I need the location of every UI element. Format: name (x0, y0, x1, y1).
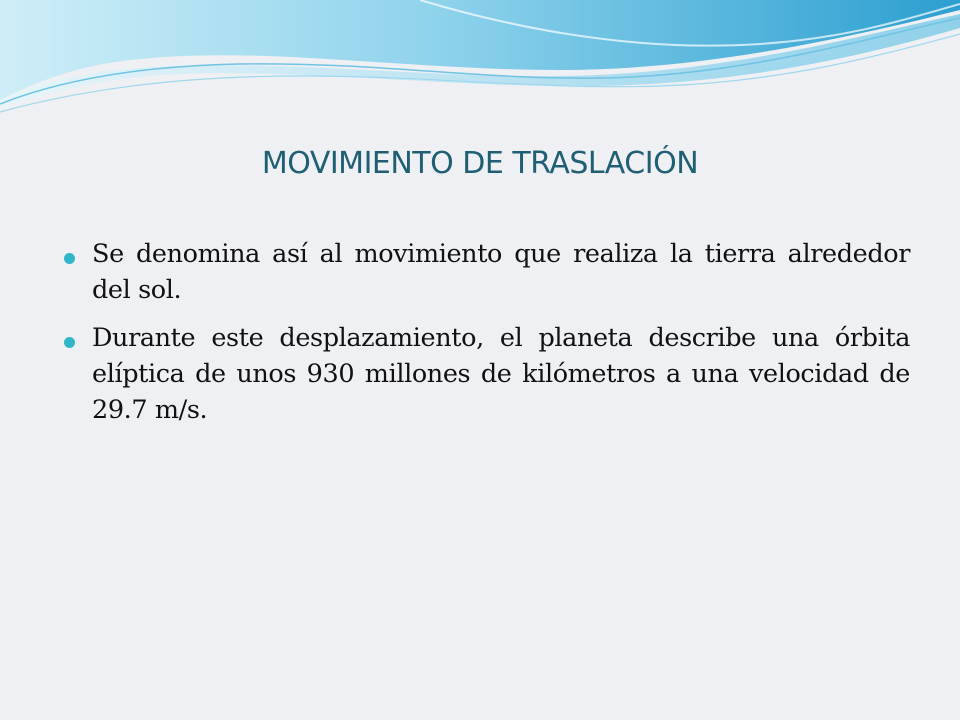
bullet-item (64, 236, 910, 308)
slide-title: MOVIMIENTO DE TRASLACIÓN (261, 146, 699, 181)
bullet-text: Se denomina así al movimiento que realiza la tierra alrededor del sol. (92, 239, 910, 305)
bullet-item (64, 320, 910, 428)
bullet-text: Durante este desplazamiento, el planeta describe una órbita elíptica de unos 930 millones de kilómetros a una velocidad de 29.7 m/s. (92, 323, 910, 425)
bullet-dot-icon (64, 253, 75, 264)
header-wave-decoration (0, 0, 960, 130)
bullet-dot-icon (64, 337, 75, 348)
bullet-list (64, 236, 910, 440)
